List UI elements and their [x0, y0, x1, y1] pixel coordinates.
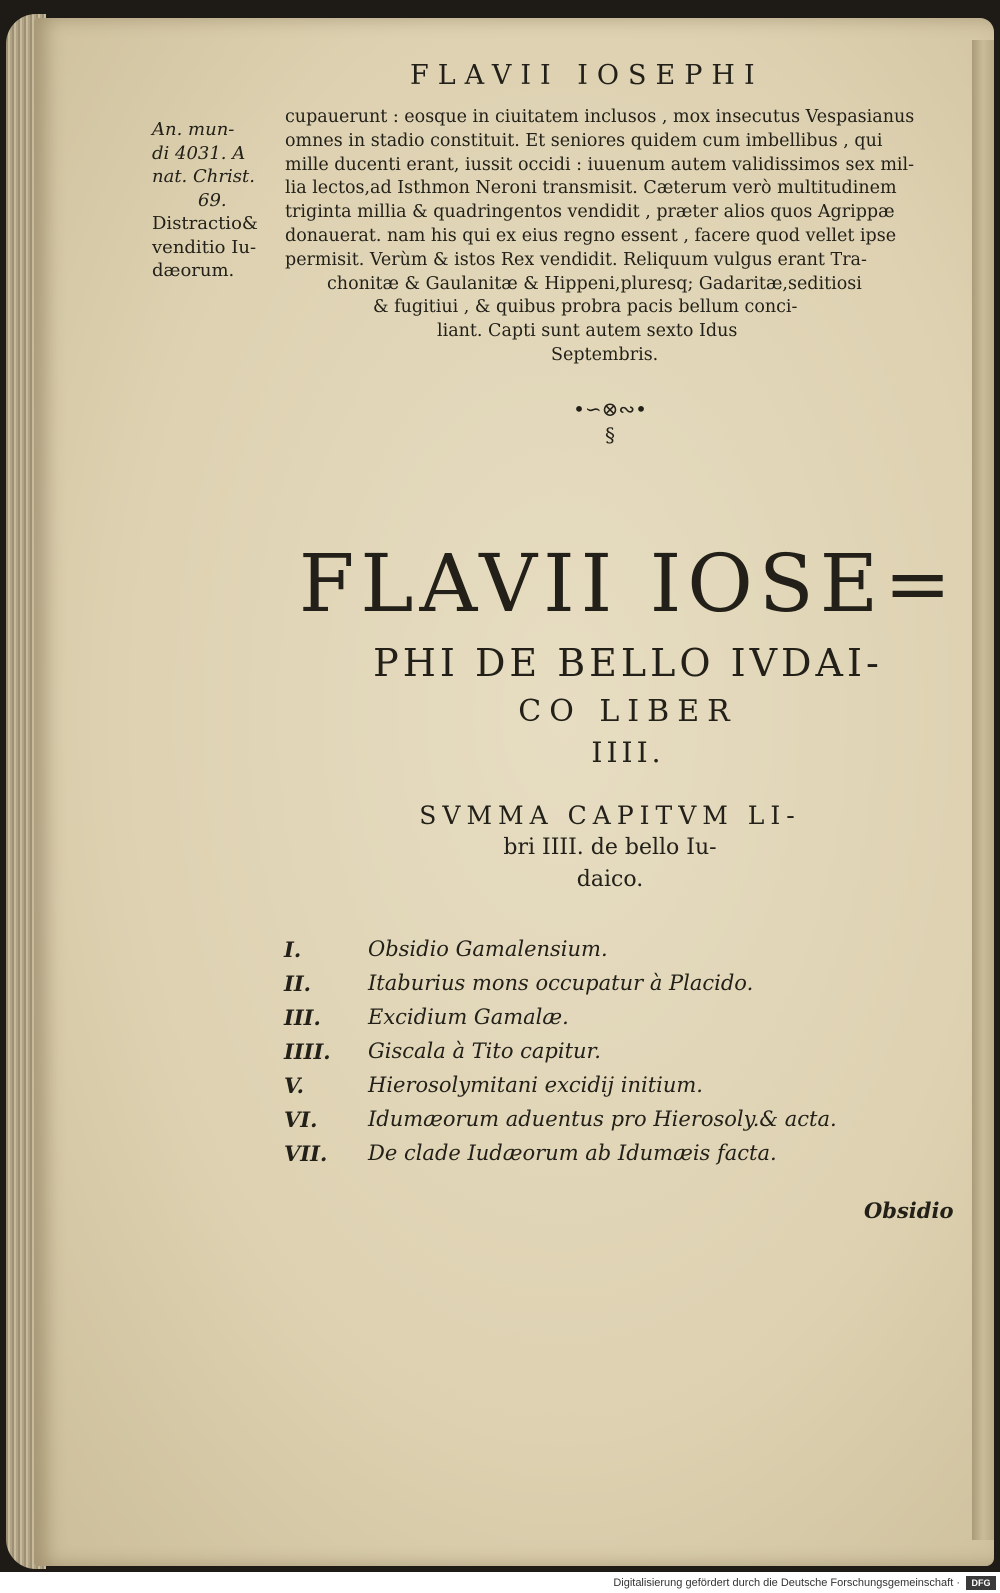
chapter-title: Giscala à Tito capitur. [368, 1039, 601, 1063]
body-line: permisit. Verùm & istos Rex vendidit. Reliquum vulgus erant Tra- [285, 249, 867, 270]
margin-note-line: 69. [198, 189, 227, 211]
body-line: omnes in stadio constituit. Et seniores quidem cum imbellibus , qui [285, 130, 883, 151]
body-line: cupauerunt : eosque in ciuitatem inclusos , mox insecutus Vespasianus [285, 107, 915, 127]
chapter-title: Excidium Gamalæ. [368, 1005, 569, 1029]
page-right-edge [972, 40, 994, 1540]
catchword: Obsidio [864, 1198, 954, 1223]
margin-note-line: nat. Christ. [152, 166, 255, 187]
body-line: Septembris. [551, 344, 659, 365]
body-line: donauerat. nam his qui ex eius regno essent , facere quod vellet ipse [285, 225, 897, 246]
chapter-row [284, 932, 904, 966]
body-text [285, 106, 955, 368]
summa-line-1: SVMMA CAPITVM LI- [419, 801, 801, 830]
chapter-number: VI. [284, 1106, 318, 1132]
chapter-title: Itaburius mons occupatur à Placido. [368, 971, 754, 995]
body-line: liant. Capti sunt autem sexto Idus [437, 321, 738, 342]
title-line-3: CO LIBER [518, 694, 738, 729]
chapter-list [284, 932, 904, 1170]
margin-note-line: di 4031. A [152, 142, 246, 164]
body-line: mille ducenti erant, iussit occidi : iuuenum autem validissimos sex mil- [285, 154, 915, 175]
chapter-row [284, 1000, 904, 1034]
margin-note-line: Distractio& [152, 213, 258, 234]
chapter-number: I. [284, 936, 302, 962]
margin-note-line: An. mun- [152, 119, 235, 140]
body-line: chonitæ & Gaulanitæ & Hippeni,pluresq; Gadaritæ,seditiosi [327, 273, 862, 294]
chapter-row [284, 966, 904, 1000]
fleuron-ornament [560, 396, 660, 448]
dfg-logo-icon: DFG [966, 1576, 996, 1590]
chapter-title: Hierosolymitani excidij initium. [368, 1073, 703, 1097]
title-line-4: IIII. [591, 736, 665, 769]
body-line: lia lectos,ad Isthmon Neroni transmisit. Cæterum verò multitudinem [285, 178, 897, 199]
summa-heading [340, 800, 880, 896]
funding-footer [0, 1572, 1000, 1593]
title-line-1: FLAVII IOSE= [298, 537, 958, 630]
chapter-row [284, 1034, 904, 1068]
ornament-top: •∽⊗∾• [573, 397, 647, 421]
margin-note-line: dæorum. [152, 260, 235, 281]
book-title [278, 538, 978, 774]
chapter-title: Idumæorum aduentus pro Hierosoly.& acta. [368, 1107, 837, 1131]
margin-note-line: venditio Iu- [152, 236, 257, 258]
summa-line-3: daico. [576, 867, 644, 892]
footer-text: Digitalisierung gefördert durch die Deutsche Forschungsgemeinschaft · [613, 1576, 960, 1589]
body-line: & fugitiui , & quibus probra pacis bellum conci- [373, 297, 798, 318]
title-line-2: PHI DE BELLO IVDAI- [373, 641, 883, 685]
chapter-number: V. [284, 1072, 304, 1098]
running-head: FLAVII IOSEPHI [410, 60, 764, 91]
chapter-row [284, 1102, 904, 1136]
ornament-bottom: § [605, 423, 615, 447]
body-line: triginta millia & quadringentos vendidit , præter alios quos Agrippæ [285, 202, 895, 223]
summa-line-2: bri IIII. de bello Iu- [503, 835, 717, 860]
chapter-number: II. [284, 970, 311, 996]
chapter-number: VII. [284, 1140, 328, 1166]
chapter-row [284, 1068, 904, 1102]
chapter-row [284, 1136, 904, 1170]
chapter-number: IIII. [284, 1038, 331, 1064]
chapter-number: III. [284, 1004, 321, 1030]
chapter-title: De clade Iudæorum ab Idumæis facta. [368, 1141, 777, 1165]
margin-note [152, 118, 280, 283]
chapter-title: Obsidio Gamalensium. [368, 937, 608, 961]
